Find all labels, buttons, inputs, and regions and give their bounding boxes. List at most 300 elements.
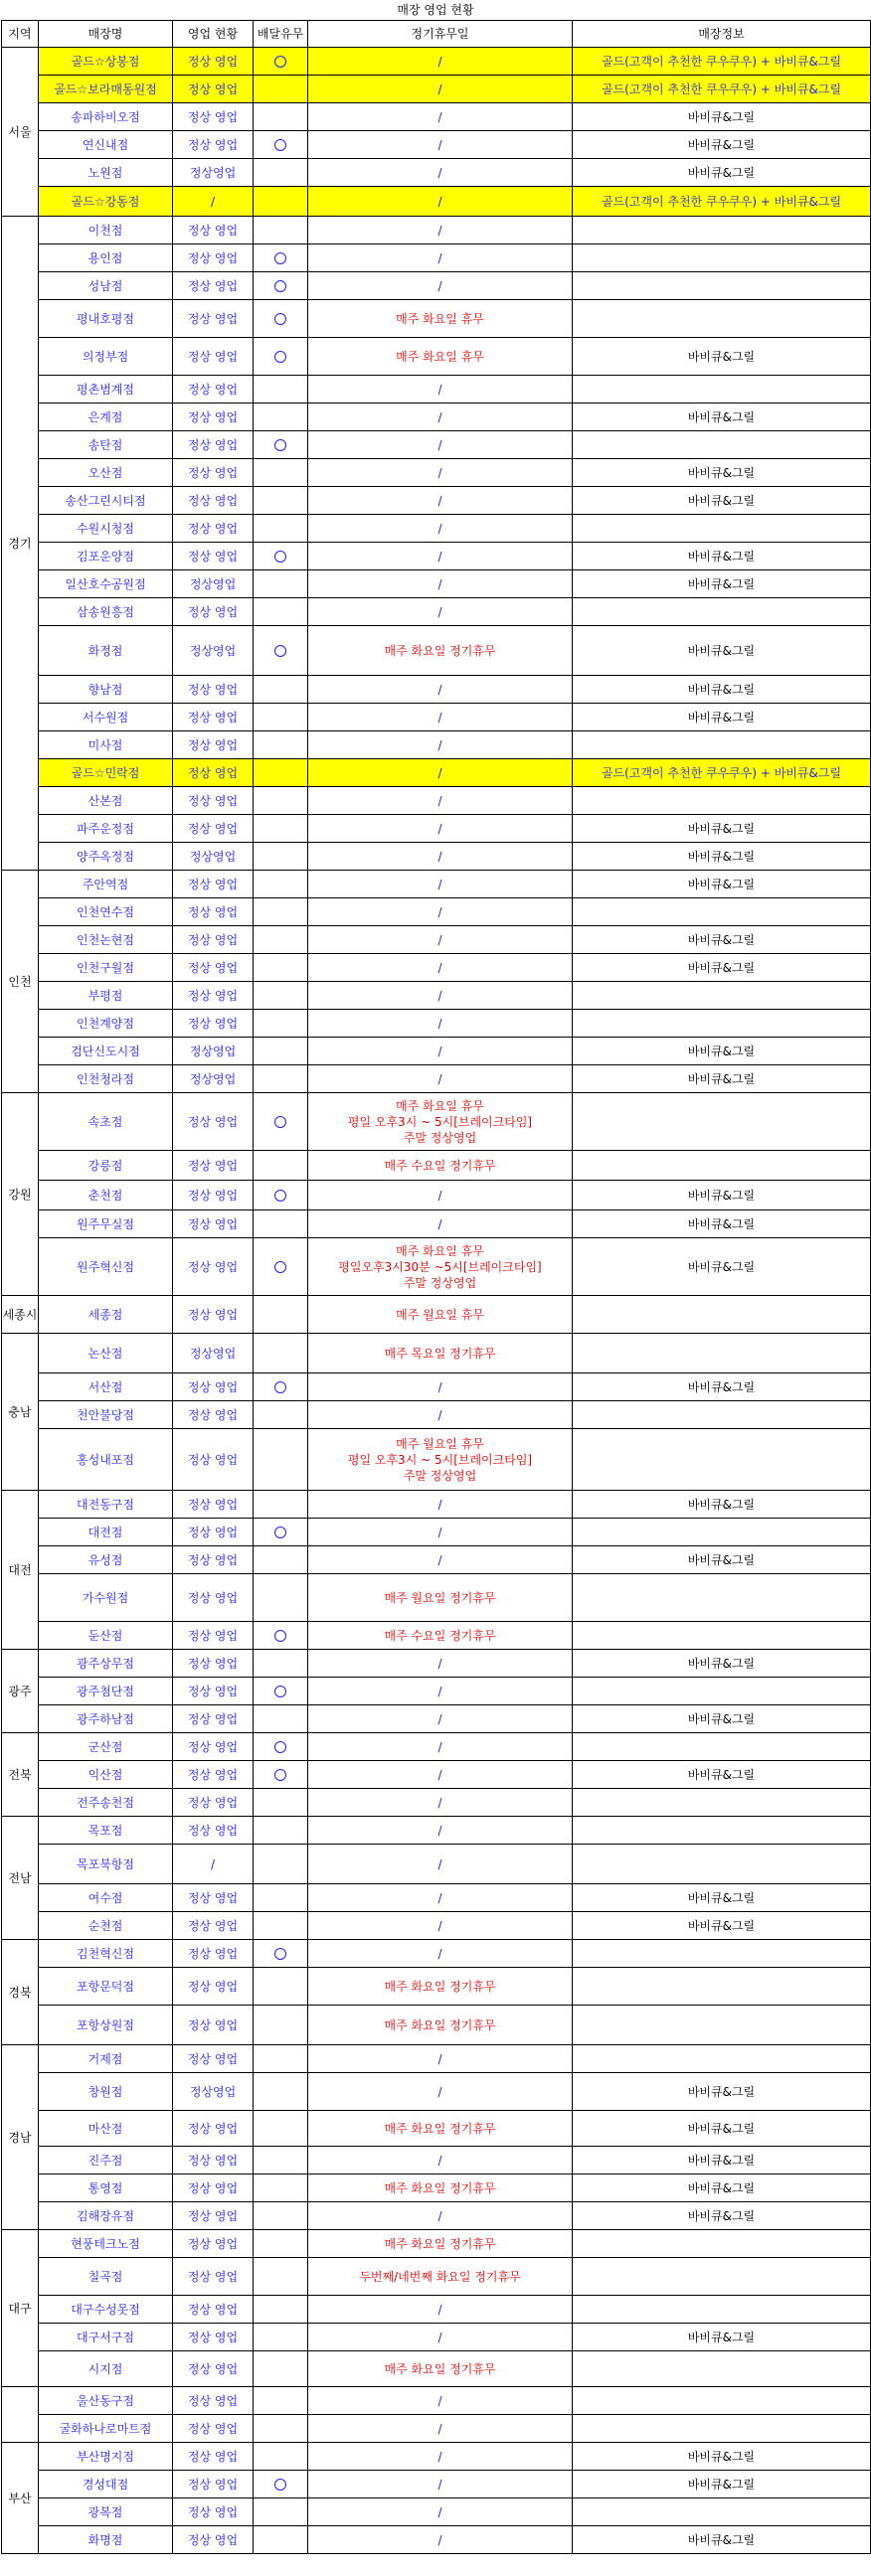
delivery-circle-icon [274,1630,286,1642]
delivery-cell [254,2443,308,2471]
holiday-cell [308,1373,573,1401]
delivery-cell [254,2045,308,2073]
table-row [2,1296,871,1334]
holiday-line: / [437,1216,442,1231]
table-row [2,1968,871,2006]
holiday-line: / [437,2421,442,2436]
store-info-cell [573,982,871,1010]
table-row [2,2415,871,2443]
holiday-line: / [437,2393,442,2408]
holiday-line: 매주 월요일 정기휴무 [384,1590,496,1605]
store-info-cell: 바비큐&그릴 [573,815,871,843]
status-cell: 정상 영업 [173,1401,254,1429]
store-info-cell [573,1519,871,1546]
table-row [2,1491,871,1519]
region-cell: 전남 [2,1817,39,1940]
status-cell: 정상 영업 [173,459,254,487]
status-cell: 정상 영업 [173,787,254,815]
table-row [2,871,871,898]
delivery-circle-icon [274,280,286,292]
store-info-cell: 바비큐&그릴 [573,1181,871,1210]
delivery-cell [254,244,308,272]
holiday-cell [308,76,573,103]
status-cell: 정상 영업 [173,2471,254,2498]
store-info-cell [573,244,871,272]
table-row [2,1401,871,1429]
table-row [2,1789,871,1817]
delivery-circle-icon [274,1116,286,1128]
store-name-cell: 목포북항점 [39,1845,173,1884]
status-cell: 정상 영업 [173,76,254,103]
store-name-cell: 화정점 [39,626,173,676]
store-name-cell: 오산점 [39,459,173,487]
holiday-line: / [437,2302,442,2317]
table-row [2,815,871,843]
table-row [2,1334,871,1373]
store-info-cell [573,1845,871,1884]
delivery-circle-icon [274,56,286,68]
holiday-line: / [437,1525,442,1539]
table-row [2,2296,871,2324]
status-cell: 정상 영업 [173,1296,254,1334]
holiday-line: 매주 화요일 정기휴무 [384,2121,496,2136]
holiday-cell [308,676,573,704]
holiday-line: / [437,1767,442,1782]
status-cell: 정상 영업 [173,1761,254,1789]
holiday-line: 매주 화요일 정기휴무 [384,643,496,658]
holiday-line: 매주 목요일 정기휴무 [384,1346,496,1361]
delivery-cell [254,1151,308,1181]
holiday-line: / [437,1656,442,1671]
store-name-cell: 포항상원점 [39,2006,173,2045]
holiday-line: / [437,1016,442,1031]
delivery-cell [254,1181,308,1210]
table-row [2,1210,871,1238]
table-row [2,403,871,431]
store-info-cell: 바비큐&그릴 [573,2147,871,2174]
store-info-cell: 바비큐&그릴 [573,2073,871,2111]
holiday-cell [308,787,573,815]
holiday-line: / [437,223,442,238]
delivery-cell [254,1065,308,1093]
status-cell: 정상 영업 [173,704,254,731]
delivery-cell [254,704,308,731]
holiday-line: / [437,576,442,591]
holiday-cell [308,338,573,376]
status-cell: 정상 영업 [173,1010,254,1038]
table-row [2,272,871,300]
store-name-cell: 대전점 [39,1519,173,1546]
store-info-cell: 바비큐&그릴 [573,626,871,676]
table-row [2,187,871,217]
status-cell: 정상 영업 [173,2443,254,2471]
delivery-circle-icon [274,645,286,657]
holiday-cell [308,704,573,731]
store-status-table [1,20,871,2554]
status-cell: 정상 영업 [173,1940,254,1968]
holiday-cell [308,515,573,543]
holiday-line: / [437,1379,442,1394]
delivery-cell [254,1038,308,1065]
store-name-cell: 유성점 [39,1546,173,1574]
delivery-cell [254,1622,308,1650]
holiday-cell [308,843,573,871]
store-name-cell: 춘천점 [39,1181,173,1210]
holiday-line: 주말 정상영업 [403,1275,477,1290]
holiday-line: 매주 수요일 정기휴무 [384,1158,496,1173]
delivery-circle-icon [274,1190,286,1202]
delivery-circle-icon [274,439,286,451]
holiday-line: / [437,932,442,947]
table-row [2,704,871,731]
delivery-cell [254,2073,308,2111]
store-info-cell [573,1151,871,1181]
holiday-line: / [437,2153,442,2168]
store-info-cell: 바비큐&그릴 [573,1546,871,1574]
holiday-cell [308,731,573,759]
holiday-cell [308,759,573,787]
store-name-cell: 김천혁신점 [39,1940,173,1968]
store-info-cell [573,598,871,626]
holiday-line: / [437,1795,442,1810]
store-info-cell [573,2296,871,2324]
store-name-cell: 속초점 [39,1093,173,1151]
region-cell: 대전 [2,1491,39,1650]
holiday-cell [308,159,573,187]
holiday-cell [308,1678,573,1705]
header-region: 지역 [2,21,39,48]
region-cell: 경기 [2,217,39,871]
delivery-cell [254,1296,308,1334]
status-cell: 정상영업 [173,159,254,187]
delivery-cell [254,570,308,598]
region-cell: 부산 [2,2443,39,2554]
delivery-cell [254,2415,308,2443]
store-info-cell: 바비큐&그릴 [573,2526,871,2554]
delivery-cell [254,48,308,76]
holiday-line: / [437,793,442,808]
holiday-cell [308,1845,573,1884]
table-row [2,843,871,871]
store-info-cell: 바비큐&그릴 [573,1210,871,1238]
delivery-cell [254,76,308,103]
store-name-cell: 향남점 [39,676,173,704]
store-info-cell: 바비큐&그릴 [573,843,871,871]
store-name-cell: 수원시청점 [39,515,173,543]
table-row [2,2045,871,2073]
status-cell: 정상 영업 [173,1151,254,1181]
region-cell: 대구 [2,2230,39,2387]
status-cell: 정상 영업 [173,1491,254,1519]
delivery-cell [254,2006,308,2045]
holiday-cell [308,244,573,272]
table-row [2,1519,871,1546]
store-name-cell: 송파하비오점 [39,103,173,131]
delivery-cell [254,1491,308,1519]
store-info-cell [573,2351,871,2387]
table-row [2,759,871,787]
store-info-cell: 바비큐&그릴 [573,159,871,187]
holiday-line: / [437,682,442,697]
store-info-cell: 바비큐&그릴 [573,1238,871,1296]
table-row [2,982,871,1010]
store-name-cell: 울산동구점 [39,2387,173,2415]
holiday-cell [308,1093,573,1151]
status-cell: 정상 영업 [173,1912,254,1940]
store-name-cell: 일산호수공원점 [39,570,173,598]
holiday-line: / [437,194,442,209]
holiday-cell [308,2498,573,2526]
holiday-cell [308,272,573,300]
table-row [2,2526,871,2554]
holiday-cell [308,898,573,926]
store-name-cell: 강릉점 [39,1151,173,1181]
holiday-line: 매주 월요일 휴무 [396,1307,484,1322]
status-cell: 정상 영업 [173,431,254,459]
store-name-cell: 파주운정점 [39,815,173,843]
table-row [2,2174,871,2202]
store-info-cell [573,300,871,338]
store-name-cell: 골드☆민락점 [39,759,173,787]
holiday-cell [308,2443,573,2471]
status-cell: 정상 영업 [173,300,254,338]
holiday-line: 매주 월요일 휴무 [396,1436,484,1451]
store-name-cell: 창원점 [39,2073,173,2111]
holiday-line: / [437,54,442,69]
delivery-cell [254,1650,308,1678]
table-row [2,376,871,403]
table-row [2,1093,871,1151]
table-row [2,1546,871,1574]
delivery-circle-icon [274,351,286,363]
store-info-cell [573,1789,871,1817]
holiday-line: 매주 화요일 정기휴무 [384,2017,496,2032]
holiday-cell [308,626,573,676]
store-info-cell [573,217,871,244]
delivery-cell [254,2526,308,2554]
store-info-cell [573,1401,871,1429]
store-name-cell: 광주하남점 [39,1705,173,1733]
holiday-cell [308,2230,573,2258]
holiday-line: 매주 화요일 정기휴무 [384,2180,496,2195]
delivery-circle-icon [274,1741,286,1753]
holiday-line: / [437,1188,442,1203]
holiday-line: / [437,165,442,180]
status-cell: 정상영업 [173,2073,254,2111]
delivery-cell [254,1546,308,1574]
delivery-cell [254,2471,308,2498]
delivery-cell [254,787,308,815]
store-info-cell: 바비큐&그릴 [573,871,871,898]
status-cell: 정상 영업 [173,1817,254,1845]
table-row [2,954,871,982]
store-info-cell: 바비큐&그릴 [573,459,871,487]
status-cell: 정상 영업 [173,676,254,704]
store-info-cell [573,2415,871,2443]
store-info-cell: 바비큐&그릴 [573,1912,871,1940]
store-info-cell [573,1733,871,1761]
holiday-line: 평일오후3시30분 ~5시[브레이크타임] [338,1259,542,1274]
table-row [2,898,871,926]
holiday-line: / [437,1044,442,1058]
holiday-cell [308,431,573,459]
holiday-cell [308,1491,573,1519]
table-row [2,2324,871,2351]
store-name-cell: 인천계양점 [39,1010,173,1038]
holiday-cell [308,131,573,159]
delivery-cell [254,871,308,898]
delivery-cell [254,2351,308,2387]
holiday-line: 평일 오후3시 ~ 5시[브레이크타임] [347,1114,533,1129]
store-info-cell [573,1940,871,1968]
holiday-line: / [437,493,442,508]
delivery-circle-icon [274,1686,286,1697]
holiday-line: / [437,2532,442,2547]
holiday-cell [308,1065,573,1093]
holiday-line: / [437,1890,442,1905]
status-cell: 정상 영업 [173,2174,254,2202]
holiday-cell [308,570,573,598]
delivery-cell [254,1678,308,1705]
store-name-cell: 논산점 [39,1334,173,1373]
status-cell: 정상 영업 [173,1519,254,1546]
header-holiday: 정기휴무일 [308,21,573,48]
delivery-cell [254,954,308,982]
store-info-cell: 바비큐&그릴 [573,1065,871,1093]
status-cell: 정상 영업 [173,2415,254,2443]
region-cell: 광주 [2,1650,39,1733]
store-info-cell: 바비큐&그릴 [573,704,871,731]
store-info-cell: 바비큐&그릴 [573,676,871,704]
delivery-cell [254,2258,308,2296]
delivery-circle-icon [274,2479,286,2491]
holiday-line: / [437,81,442,96]
holiday-line: / [437,409,442,424]
store-name-cell: 은계점 [39,403,173,431]
holiday-line: 매주 화요일 정기휴무 [384,2236,496,2251]
holiday-cell [308,1010,573,1038]
table-row [2,1678,871,1705]
status-cell: 정상 영업 [173,2258,254,2296]
delivery-cell [254,1574,308,1622]
holiday-line: 평일 오후3시 ~ 5시[브레이크타임] [347,1452,533,1467]
holiday-cell [308,1817,573,1845]
delivery-cell [254,103,308,131]
store-name-cell: 골드☆상봉점 [39,48,173,76]
table-row [2,676,871,704]
status-cell: 정상 영업 [173,244,254,272]
delivery-cell [254,1093,308,1151]
status-cell: 정상 영업 [173,487,254,515]
status-cell: 정상 영업 [173,1429,254,1491]
status-cell: 정상 영업 [173,1678,254,1705]
holiday-cell [308,187,573,217]
holiday-cell [308,376,573,403]
store-info-cell: 바비큐&그릴 [573,338,871,376]
holiday-cell [308,1334,573,1373]
table-row [2,2111,871,2147]
table-row [2,1373,871,1401]
store-info-cell: 바비큐&그릴 [573,2324,871,2351]
table-row [2,787,871,815]
store-info-cell: 바비큐&그릴 [573,570,871,598]
store-info-cell [573,2045,871,2073]
delivery-cell [254,1705,308,1733]
status-cell: 정상 영업 [173,338,254,376]
table-row [2,1038,871,1065]
store-info-cell: 바비큐&그릴 [573,487,871,515]
holiday-cell [308,926,573,954]
holiday-cell [308,1761,573,1789]
status-cell: 정상 영업 [173,376,254,403]
region-cell: 충남 [2,1334,39,1491]
delivery-cell [254,459,308,487]
delivery-cell [254,1789,308,1817]
table-row [2,731,871,759]
status-cell: 정상 영업 [173,759,254,787]
table-row [2,2498,871,2526]
store-info-cell: 바비큐&그릴 [573,2202,871,2230]
status-cell: / [173,1845,254,1884]
store-name-cell: 원주무실점 [39,1210,173,1238]
store-info-cell [573,2006,871,2045]
holiday-cell [308,1912,573,1940]
header-delivery: 배달유무 [254,21,308,48]
region-cell: 강원 [2,1093,39,1296]
delivery-cell [254,1334,308,1373]
holiday-line: / [437,2449,442,2464]
store-info-cell [573,376,871,403]
store-info-cell [573,1334,871,1373]
store-info-cell [573,898,871,926]
table-row [2,1705,871,1733]
store-info-cell [573,1429,871,1491]
holiday-cell [308,1733,573,1761]
status-cell: 정상 영업 [173,954,254,982]
delivery-cell [254,1884,308,1912]
holiday-line: / [437,437,442,452]
holiday-cell [308,982,573,1010]
delivery-cell [254,1817,308,1845]
holiday-line: / [437,382,442,397]
store-info-cell: 바비큐&그릴 [573,926,871,954]
holiday-cell [308,2073,573,2111]
status-cell: 정상 영업 [173,1574,254,1622]
holiday-cell [308,2174,573,2202]
status-cell: / [173,187,254,217]
store-name-cell: 인천청라점 [39,1065,173,1093]
status-cell: 정상 영업 [173,815,254,843]
delivery-cell [254,815,308,843]
table-row [2,2006,871,2045]
store-info-cell [573,431,871,459]
store-info-cell: 바비큐&그릴 [573,103,871,131]
store-name-cell: 거제점 [39,2045,173,2073]
region-cell: 경남 [2,2045,39,2230]
status-cell: 정상 영업 [173,403,254,431]
status-cell: 정상영업 [173,626,254,676]
holiday-line: 매주 화요일 휴무 [396,1243,484,1258]
table-row [2,131,871,159]
store-name-cell: 골드☆보라매동원점 [39,76,173,103]
store-info-cell: 바비큐&그릴 [573,131,871,159]
table-row [2,2230,871,2258]
holiday-cell [308,48,573,76]
store-info-cell [573,1622,871,1650]
store-name-cell: 김포운양점 [39,543,173,570]
store-name-cell: 노원점 [39,159,173,187]
holiday-line: / [437,849,442,864]
